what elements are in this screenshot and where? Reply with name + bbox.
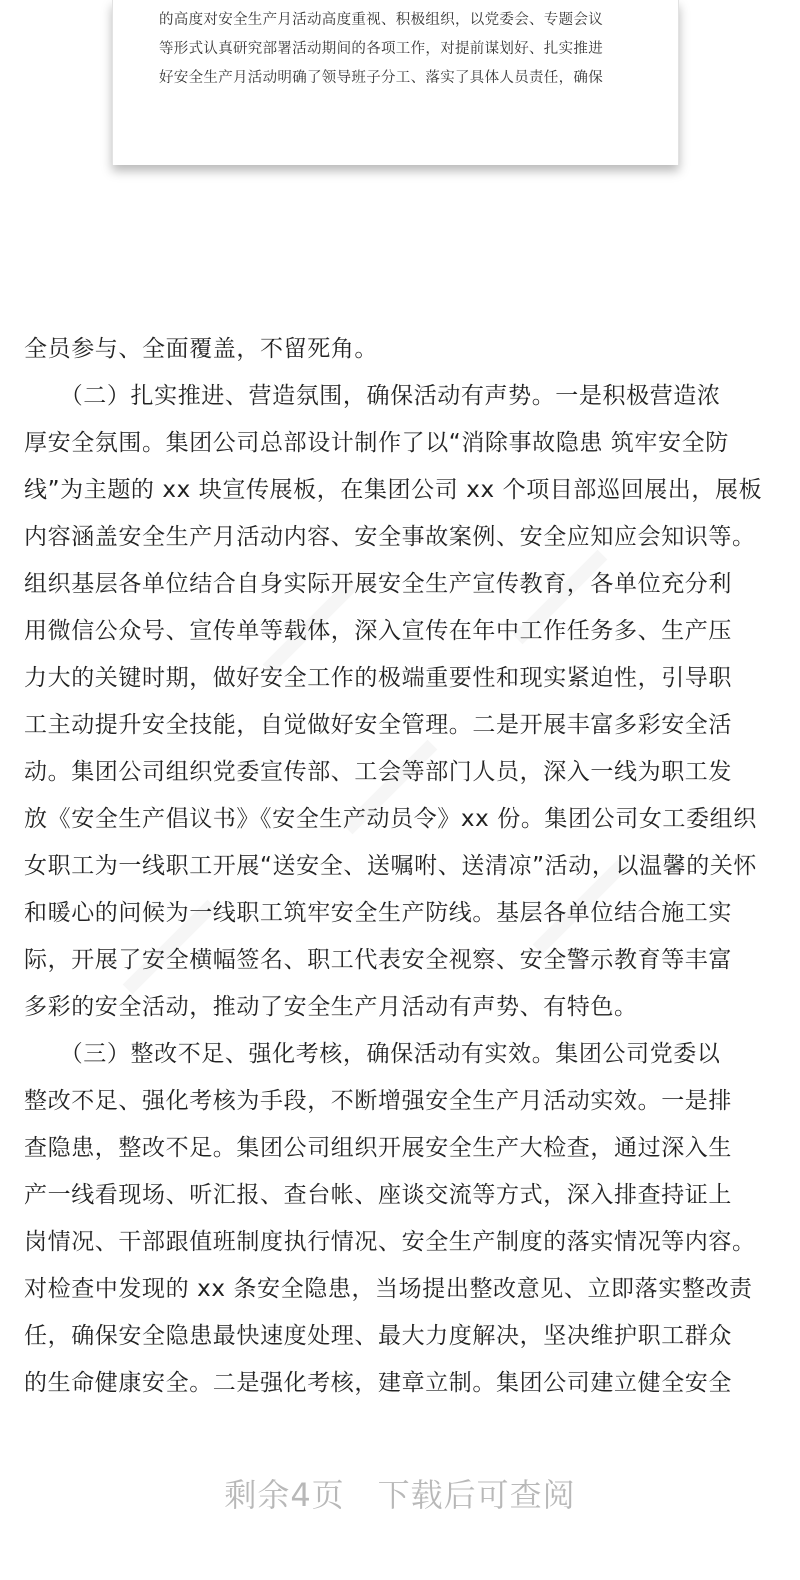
text-line: 和暖心的问候为一线职工筑牢安全生产防线。基层各单位结合施工实: [24, 900, 732, 926]
text-line: 内容涵盖安全生产月活动内容、安全事故案例、安全应知应会知识等。: [24, 524, 756, 550]
text-line: 多彩的安全活动，推动了安全生产月活动有声势、有特色。: [24, 994, 638, 1020]
text-line: 产一线看现场、听汇报、查台帐、座谈交流等方式，深入排查持证上: [24, 1182, 732, 1208]
text-line: 对检查中发现的 xx 条安全隐患，当场提出整改意见、立即落实整改责: [24, 1276, 753, 1302]
text-line: （二）扎实推进、营造氛围，确保活动有声势。一是积极营造浓: [24, 383, 721, 409]
text-line: 岗情况、干部跟值班制度执行情况、安全生产制度的落实情况等内容。: [24, 1229, 756, 1255]
text-line: 际，开展了安全横幅签名、职工代表安全视察、安全警示教育等丰富: [24, 947, 732, 973]
text-line: 放《安全生产倡议书》《安全生产动员令》xx 份。集团公司女工委组织: [24, 806, 757, 832]
preview-line: 好安全生产月活动明确了领导班子分工、落实了具体人员责任，确保: [159, 70, 603, 86]
preview-line: 等形式认真研究部署活动期间的各项工作，对提前谋划好、扎实推进: [159, 41, 603, 57]
preview-card: [112, 0, 679, 165]
text-line: （三）整改不足、强化考核，确保活动有实效。集团公司党委以: [24, 1041, 721, 1067]
text-line: 整改不足、强化考核为手段，不断增强安全生产月活动实效。一是排: [24, 1088, 732, 1114]
text-line: 线”为主题的 xx 块宣传展板，在集团公司 xx 个项目部巡回展出，展板: [24, 477, 763, 503]
text-line: 用微信公众号、宣传单等载体，深入宣传在年中工作任务多、生产压: [24, 618, 732, 644]
text-line: 女职工为一线职工开展“送安全、送嘱咐、送清凉”活动，以温馨的关怀: [24, 853, 758, 879]
text-line: 查隐患，整改不足。集团公司组织开展安全生产大检查，通过深入生: [24, 1135, 732, 1161]
remaining-pages-notice[interactable]: 剩余4页 下载后可查阅: [224, 1476, 576, 1514]
text-line: 动。集团公司组织党委宣传部、工会等部门人员，深入一线为职工发: [24, 759, 732, 785]
text-line: 的生命健康安全。二是强化考核，建章立制。集团公司建立健全安全: [24, 1370, 732, 1396]
text-line: 全员参与、全面覆盖，不留死角。: [24, 336, 378, 362]
text-line: 任，确保安全隐患最快速度处理、最大力度解决，坚决维护职工群众: [24, 1323, 732, 1349]
text-line: 力大的关键时期，做好安全工作的极端重要性和现实紧迫性，引导职: [24, 665, 732, 691]
text-line: 工主动提升安全技能，自觉做好安全管理。二是开展丰富多彩安全活: [24, 712, 732, 738]
preview-line: 的高度对安全生产月活动高度重视、积极组织，以党委会、专题会议: [159, 12, 603, 28]
text-line: 厚安全氛围。集团公司总部设计制作了以“消除事故隐患 筑牢安全防: [24, 430, 729, 456]
text-line: 组织基层各单位结合自身实际开展安全生产宣传教育，各单位充分利: [24, 571, 732, 597]
